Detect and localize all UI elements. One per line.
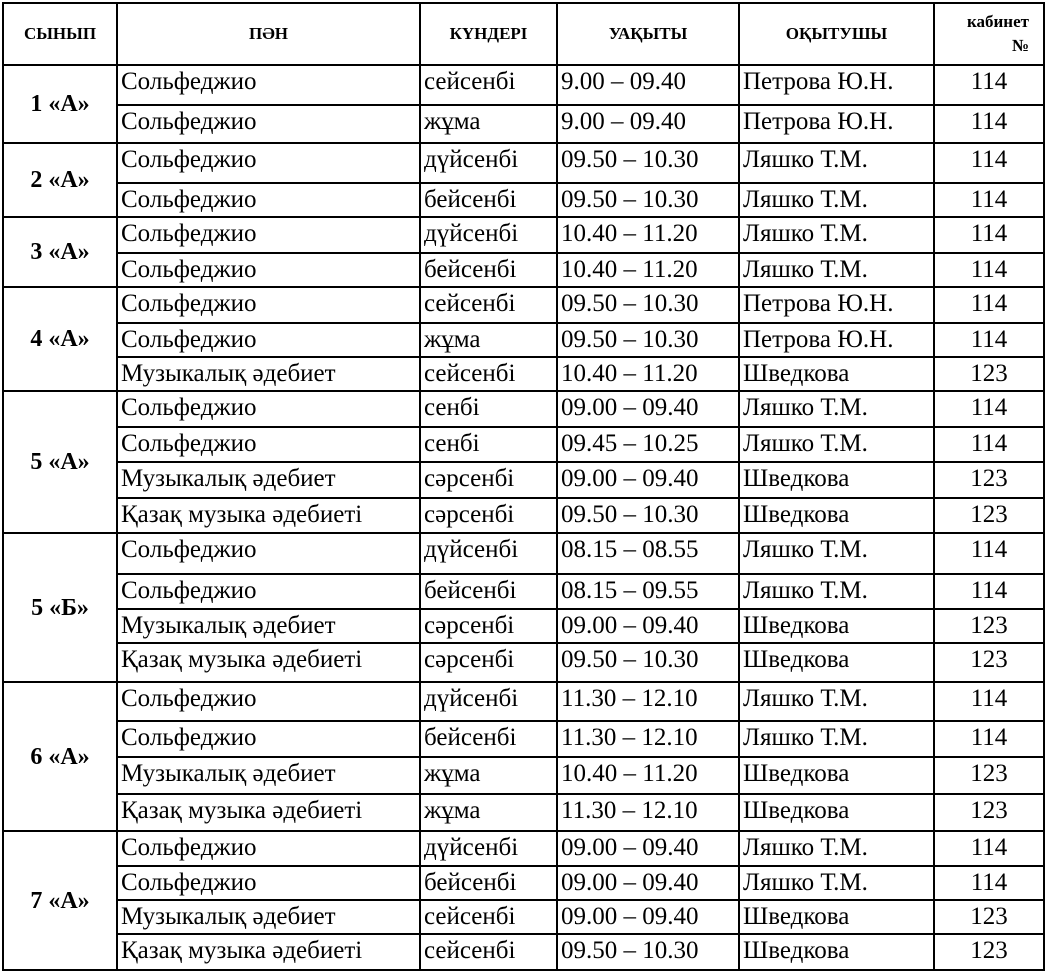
- room-cell: 123: [934, 643, 1044, 682]
- teacher-cell: Шведкова: [739, 357, 934, 391]
- day-cell: сәрсенбі: [420, 609, 557, 643]
- subject-cell: Сольфеджио: [117, 323, 420, 357]
- subject-cell: Сольфеджио: [117, 391, 420, 427]
- day-cell: дүйсенбі: [420, 217, 557, 253]
- subject-cell: Музыкалық әдебиет: [117, 900, 420, 934]
- day-cell: сейсенбі: [420, 900, 557, 934]
- subject-cell: Сольфеджио: [117, 866, 420, 900]
- table-row: [3, 183, 1044, 217]
- table-row: [3, 794, 1044, 831]
- time-cell: 09.00 – 09.40: [557, 391, 739, 427]
- table-row: [3, 721, 1044, 757]
- day-cell: сәрсенбі: [420, 462, 557, 498]
- room-cell: 114: [934, 831, 1044, 866]
- teacher-cell: Петрова Ю.Н.: [739, 323, 934, 357]
- room-cell: 114: [934, 105, 1044, 143]
- header-room-number-sign: №: [1011, 36, 1029, 55]
- room-cell: 114: [934, 183, 1044, 217]
- time-cell: 09.00 – 09.40: [557, 900, 739, 934]
- day-cell: сенбі: [420, 427, 557, 462]
- room-cell: 114: [934, 866, 1044, 900]
- header-days: КҮНДЕРІ: [420, 3, 557, 65]
- day-cell: дүйсенбі: [420, 682, 557, 721]
- header-subject: ПӘН: [117, 3, 420, 65]
- table-row: [3, 143, 1044, 183]
- day-cell: сәрсенбі: [420, 498, 557, 533]
- day-cell: бейсенбі: [420, 253, 557, 287]
- day-cell: сейсенбі: [420, 357, 557, 391]
- time-cell: 10.40 – 11.20: [557, 757, 739, 794]
- room-cell: 123: [934, 934, 1044, 970]
- teacher-cell: Ляшко Т.М.: [739, 253, 934, 287]
- header-room-label: кабинет: [966, 12, 1029, 31]
- class-cell: 3 «А»: [3, 217, 117, 287]
- table-row: [3, 643, 1044, 682]
- time-cell: 09.50 – 10.30: [557, 143, 739, 183]
- room-cell: 123: [934, 609, 1044, 643]
- teacher-cell: Шведкова: [739, 462, 934, 498]
- subject-cell: Музыкалық әдебиет: [117, 462, 420, 498]
- table-row: [3, 609, 1044, 643]
- room-cell: 114: [934, 574, 1044, 609]
- table-row: [3, 900, 1044, 934]
- room-cell: 123: [934, 900, 1044, 934]
- teacher-cell: Ляшко Т.М.: [739, 721, 934, 757]
- day-cell: дүйсенбі: [420, 533, 557, 574]
- subject-cell: Сольфеджио: [117, 721, 420, 757]
- subject-cell: Қазақ музыка әдебиеті: [117, 498, 420, 533]
- room-cell: 114: [934, 682, 1044, 721]
- day-cell: жұма: [420, 323, 557, 357]
- table-row: [3, 533, 1044, 574]
- class-cell: 1 «А»: [3, 65, 117, 143]
- subject-cell: Қазақ музыка әдебиеті: [117, 794, 420, 831]
- teacher-cell: Петрова Ю.Н.: [739, 65, 934, 105]
- time-cell: 10.40 – 11.20: [557, 253, 739, 287]
- day-cell: сейсенбі: [420, 934, 557, 970]
- day-cell: сенбі: [420, 391, 557, 427]
- day-cell: сейсенбі: [420, 65, 557, 105]
- time-cell: 08.15 – 09.55: [557, 574, 739, 609]
- time-cell: 09.50 – 10.30: [557, 643, 739, 682]
- header-time: УАҚЫТЫ: [557, 3, 739, 65]
- teacher-cell: Шведкова: [739, 934, 934, 970]
- room-cell: 114: [934, 217, 1044, 253]
- teacher-cell: Ляшко Т.М.: [739, 391, 934, 427]
- teacher-cell: Петрова Ю.Н.: [739, 105, 934, 143]
- subject-cell: Сольфеджио: [117, 217, 420, 253]
- class-cell: 7 «А»: [3, 831, 117, 970]
- class-cell: 5 «Б»: [3, 533, 117, 682]
- subject-cell: Музыкалық әдебиет: [117, 609, 420, 643]
- day-cell: жұма: [420, 105, 557, 143]
- time-cell: 09.45 – 10.25: [557, 427, 739, 462]
- teacher-cell: Ляшко Т.М.: [739, 217, 934, 253]
- header-row: [3, 3, 1044, 65]
- time-cell: 09.50 – 10.30: [557, 183, 739, 217]
- teacher-cell: Шведкова: [739, 900, 934, 934]
- subject-cell: Сольфеджио: [117, 65, 420, 105]
- time-cell: 9.00 – 09.40: [557, 105, 739, 143]
- room-cell: 123: [934, 794, 1044, 831]
- header-room: [934, 3, 1044, 65]
- time-cell: 09.50 – 10.30: [557, 498, 739, 533]
- time-cell: 11.30 – 12.10: [557, 682, 739, 721]
- subject-cell: Сольфеджио: [117, 183, 420, 217]
- day-cell: жұма: [420, 794, 557, 831]
- table-row: [3, 427, 1044, 462]
- room-cell: 114: [934, 323, 1044, 357]
- room-cell: 114: [934, 533, 1044, 574]
- room-cell: 114: [934, 287, 1044, 323]
- room-cell: 114: [934, 721, 1044, 757]
- time-cell: 09.50 – 10.30: [557, 323, 739, 357]
- time-cell: 09.50 – 10.30: [557, 287, 739, 323]
- subject-cell: Сольфеджио: [117, 427, 420, 462]
- table-row: [3, 65, 1044, 105]
- time-cell: 10.40 – 11.20: [557, 357, 739, 391]
- time-cell: 08.15 – 08.55: [557, 533, 739, 574]
- table-row: [3, 323, 1044, 357]
- time-cell: 09.50 – 10.30: [557, 934, 739, 970]
- table-row: [3, 498, 1044, 533]
- room-cell: 114: [934, 427, 1044, 462]
- teacher-cell: Ляшко Т.М.: [739, 682, 934, 721]
- header-class: СЫНЫП: [3, 3, 117, 65]
- room-cell: 123: [934, 462, 1044, 498]
- table-row: [3, 757, 1044, 794]
- table-row: [3, 574, 1044, 609]
- table-row: [3, 105, 1044, 143]
- subject-cell: Сольфеджио: [117, 253, 420, 287]
- teacher-cell: Ляшко Т.М.: [739, 533, 934, 574]
- class-cell: 4 «А»: [3, 287, 117, 391]
- subject-cell: Сольфеджио: [117, 533, 420, 574]
- time-cell: 11.30 – 12.10: [557, 794, 739, 831]
- day-cell: бейсенбі: [420, 866, 557, 900]
- table-row: [3, 866, 1044, 900]
- teacher-cell: Ляшко Т.М.: [739, 427, 934, 462]
- subject-cell: Сольфеджио: [117, 287, 420, 323]
- room-cell: 114: [934, 253, 1044, 287]
- table-row: [3, 287, 1044, 323]
- table-row: [3, 462, 1044, 498]
- table-row: [3, 934, 1044, 970]
- time-cell: 09.00 – 09.40: [557, 462, 739, 498]
- subject-cell: Сольфеджио: [117, 574, 420, 609]
- time-cell: 09.00 – 09.40: [557, 609, 739, 643]
- day-cell: сәрсенбі: [420, 643, 557, 682]
- table-row: [3, 831, 1044, 866]
- time-cell: 10.40 – 11.20: [557, 217, 739, 253]
- class-cell: 5 «А»: [3, 391, 117, 533]
- table-row: [3, 217, 1044, 253]
- day-cell: бейсенбі: [420, 721, 557, 757]
- subject-cell: Сольфеджио: [117, 143, 420, 183]
- class-cell: 6 «А»: [3, 682, 117, 831]
- class-cell: 2 «А»: [3, 143, 117, 217]
- subject-cell: Музыкалық әдебиет: [117, 757, 420, 794]
- room-cell: 123: [934, 498, 1044, 533]
- room-cell: 114: [934, 65, 1044, 105]
- table-row: [3, 391, 1044, 427]
- teacher-cell: Шведкова: [739, 757, 934, 794]
- teacher-cell: Ляшко Т.М.: [739, 183, 934, 217]
- teacher-cell: Шведкова: [739, 609, 934, 643]
- subject-cell: Қазақ музыка әдебиеті: [117, 643, 420, 682]
- subject-cell: Сольфеджио: [117, 105, 420, 143]
- table-row: [3, 357, 1044, 391]
- teacher-cell: Ляшко Т.М.: [739, 143, 934, 183]
- teacher-cell: Ляшко Т.М.: [739, 866, 934, 900]
- teacher-cell: Ляшко Т.М.: [739, 831, 934, 866]
- teacher-cell: Петрова Ю.Н.: [739, 287, 934, 323]
- room-cell: 123: [934, 357, 1044, 391]
- room-cell: 123: [934, 757, 1044, 794]
- time-cell: 09.00 – 09.40: [557, 866, 739, 900]
- day-cell: дүйсенбі: [420, 831, 557, 866]
- room-cell: 114: [934, 143, 1044, 183]
- day-cell: бейсенбі: [420, 183, 557, 217]
- subject-cell: Сольфеджио: [117, 831, 420, 866]
- day-cell: бейсенбі: [420, 574, 557, 609]
- room-cell: 114: [934, 391, 1044, 427]
- time-cell: 11.30 – 12.10: [557, 721, 739, 757]
- table-row: [3, 253, 1044, 287]
- teacher-cell: Ляшко Т.М.: [739, 574, 934, 609]
- subject-cell: Сольфеджио: [117, 682, 420, 721]
- teacher-cell: Шведкова: [739, 498, 934, 533]
- day-cell: сейсенбі: [420, 287, 557, 323]
- time-cell: 09.00 – 09.40: [557, 831, 739, 866]
- subject-cell: Музыкалық әдебиет: [117, 357, 420, 391]
- schedule-table: [2, 2, 1045, 971]
- teacher-cell: Шведкова: [739, 643, 934, 682]
- time-cell: 9.00 – 09.40: [557, 65, 739, 105]
- teacher-cell: Шведкова: [739, 794, 934, 831]
- day-cell: жұма: [420, 757, 557, 794]
- table-row: [3, 682, 1044, 721]
- header-teacher: ОҚЫТУШЫ: [739, 3, 934, 65]
- day-cell: дүйсенбі: [420, 143, 557, 183]
- subject-cell: Қазақ музыка әдебиеті: [117, 934, 420, 970]
